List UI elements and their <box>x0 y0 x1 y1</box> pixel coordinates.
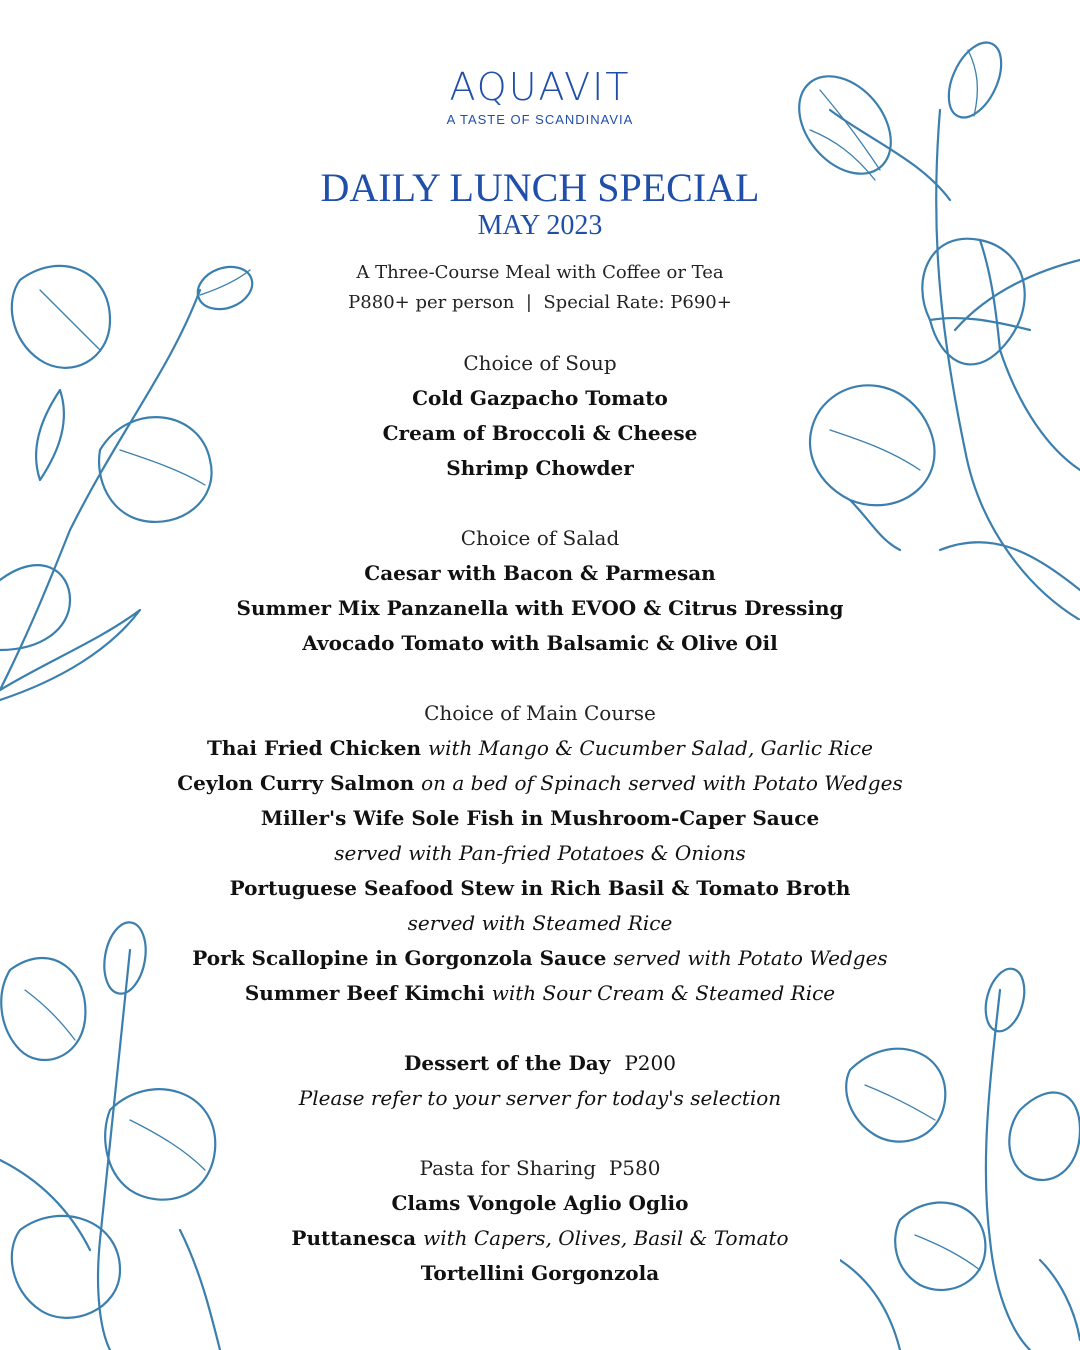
dish-name: Thai Fried Chicken <box>207 736 421 760</box>
soup-item: Cream of Broccoli & Cheese <box>382 421 698 445</box>
section-heading-pasta: Pasta for Sharing <box>419 1156 597 1180</box>
dish-description: with Sour Cream & Steamed Rice <box>491 981 836 1005</box>
pasta-item <box>0 1256 1080 1291</box>
dish-name: Ceylon Curry Salmon <box>177 771 415 795</box>
salad-item: Summer Mix Panzanella with EVOO & Citrus Dressing <box>236 596 844 620</box>
dish-description: served with Potato Wedges <box>613 946 888 970</box>
dish-name: Puttanesca <box>291 1226 417 1250</box>
dish-name: Miller's Wife Sole Fish in Mushroom-Caper Sauce <box>260 806 820 830</box>
dessert-price: P200 <box>624 1051 676 1075</box>
dish-name: Clams Vongole Aglio Oglio <box>391 1191 689 1215</box>
dessert-line <box>0 1046 1080 1081</box>
section-heading-dessert: Dessert of the Day <box>404 1051 611 1075</box>
section-heading-soup: Choice of Soup <box>463 351 617 375</box>
dish-description: served with Steamed Rice <box>407 911 673 935</box>
dish-name: Tortellini Gorgonzola <box>420 1261 660 1285</box>
main-course-item <box>0 871 1080 906</box>
soup-item: Shrimp Chowder <box>446 456 634 480</box>
page-subtitle: MAY 2023 <box>477 210 603 241</box>
main-course-item <box>0 941 1080 976</box>
section-heading-salad: Choice of Salad <box>460 526 620 550</box>
brand-tagline: A TASTE OF SCANDINAVIA <box>446 112 634 127</box>
main-course-item <box>0 976 1080 1011</box>
menu-title <box>0 166 1080 242</box>
intro-block <box>0 258 1080 318</box>
dish-description: served with Pan-fried Potatoes & Onions <box>334 841 746 865</box>
page-title: DAILY LUNCH SPECIAL <box>320 165 760 210</box>
dessert-note: Please refer to your server for today's selection <box>298 1086 782 1110</box>
pasta-price: P580 <box>608 1156 661 1180</box>
salad-item: Caesar with Bacon & Parmesan <box>364 561 716 585</box>
section-heading-main-course: Choice of Main Course <box>424 701 656 725</box>
pasta-item <box>0 1186 1080 1221</box>
menu-body <box>0 346 1080 1291</box>
dish-description: on a bed of Spinach served with Potato Wedges <box>421 771 903 795</box>
dish-description: with Capers, Olives, Basil & Tomato <box>423 1226 789 1250</box>
dish-description: with Mango & Cucumber Salad, Garlic Rice <box>427 736 873 760</box>
brand-logo-text: AQUAVIT <box>449 65 631 109</box>
intro-line-price: P880+ per person | Special Rate: P690+ <box>348 292 732 313</box>
dish-name: Pork Scallopine in Gorgonzola Sauce <box>192 946 607 970</box>
brand-header <box>0 64 1080 128</box>
dish-name: Summer Beef Kimchi <box>244 981 485 1005</box>
dish-name: Portuguese Seafood Stew in Rich Basil & Tomato Broth <box>229 876 851 900</box>
main-course-item <box>0 731 1080 766</box>
soup-item: Cold Gazpacho Tomato <box>412 386 668 410</box>
intro-line-meal: A Three-Course Meal with Coffee or Tea <box>356 262 724 283</box>
main-course-item <box>0 801 1080 836</box>
salad-item: Avocado Tomato with Balsamic & Olive Oil <box>302 631 778 655</box>
pasta-item <box>0 1221 1080 1256</box>
pasta-heading-line <box>0 1151 1080 1186</box>
main-course-item <box>0 766 1080 801</box>
